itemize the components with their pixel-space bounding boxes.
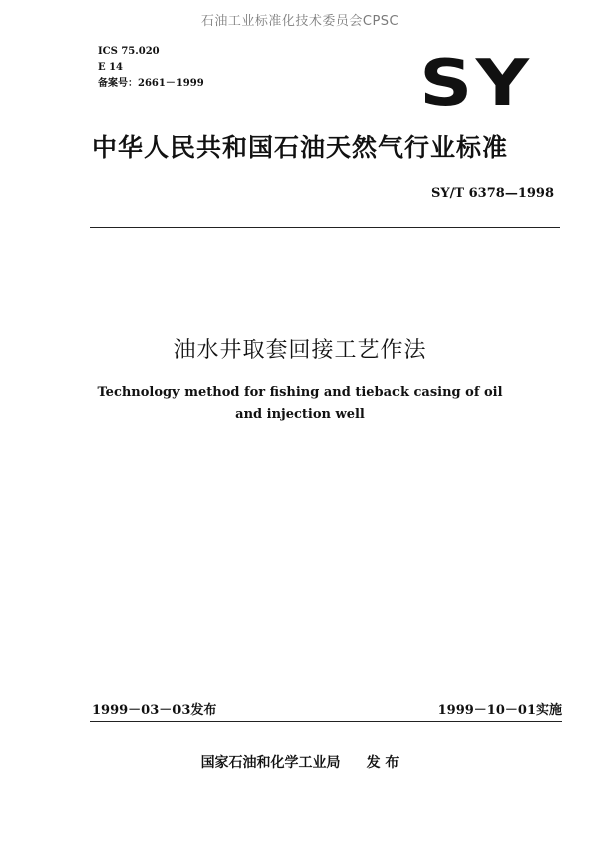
publish-date: 1999－03－03发布 bbox=[92, 703, 217, 718]
classification-code: E 14 bbox=[98, 62, 124, 73]
implement-date: 1999－10－01实施 bbox=[437, 703, 562, 718]
footer-divider bbox=[90, 721, 562, 722]
watermark-text: 石油工业标准化技术委员会CPSC bbox=[200, 14, 400, 29]
document-meta bbox=[98, 44, 204, 92]
standard-code: SY/T 6378—1998 bbox=[431, 186, 554, 201]
sy-logo: SY bbox=[418, 47, 532, 121]
publisher-name: 国家石油和化学工业局 bbox=[200, 755, 341, 771]
publisher-action: 发 布 bbox=[366, 755, 400, 771]
document-title-en bbox=[0, 382, 600, 426]
document-title-cn: 油水井取套回接工艺作法 bbox=[173, 338, 427, 363]
header-divider bbox=[90, 227, 560, 228]
ics-code: ICS 75.020 bbox=[98, 46, 160, 57]
document-title-en-line2: and injection well bbox=[235, 407, 365, 422]
document-title-en-line1: Technology method for fishing and tieback casing of oil bbox=[97, 385, 503, 400]
record-number: 备案号：2661－1999 bbox=[98, 78, 204, 89]
standard-title: 中华人民共和国石油天然气行业标准 bbox=[91, 133, 508, 162]
publisher-line bbox=[0, 752, 600, 772]
